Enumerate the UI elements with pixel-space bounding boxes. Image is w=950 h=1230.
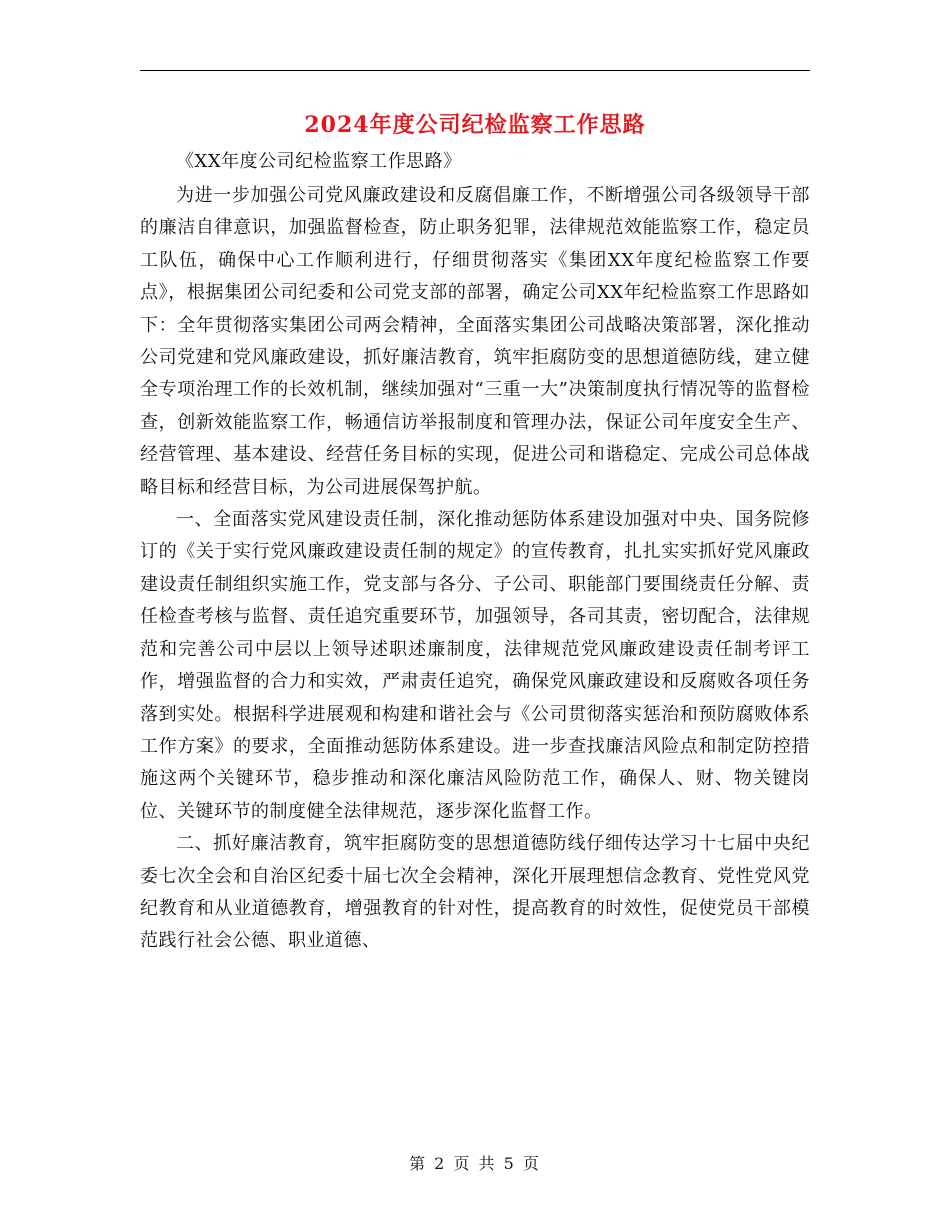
document-subtitle: 《XX年度公司纪检监察工作思路》	[176, 151, 462, 172]
paragraph-section-1: 一、全面落实党风建设责任制，深化推动惩防体系建设加强对中央、国务院修订的《关于实行党风廉政建设责任制的规定》的宣传教育，扎扎实实抓好党风廉政建设责任制组织实施工作，党支部与各分、子公司、职能部门要围绕责任分解、责任检查考核与监督、责任追究重要环节，加强领导，各司其责，密切配合，法律规范和完善公司中层以上领导述职述廉制度，法律规范党风廉政建设责任制考评工作，增强监督的合力和实效，严肃责任追究，确保党风廉政建设和反腐败各项任务落到实处。根据科学进展观和构建和谐社会与《公司贯彻落实惩治和预防腐败体系工作方案》的要求，全面推动惩防体系建设。进一步查找廉洁风险点和制定防控措施这两个关键环节，稳步推动和深化廉洁风险防范工作，确保人、财、物关键岗位、关键环节的制度健全法律规范，逐步深化监督工作。	[140, 509, 810, 822]
header-rule	[140, 70, 810, 71]
document-title: 2024年度公司纪检监察工作思路	[304, 112, 646, 138]
document-body	[140, 180, 810, 958]
paragraph-section-2: 二、抓好廉洁教育，筑牢拒腐防变的思想道德防线仔细传达学习十七届中央纪委七次全会和自治区纪委十届七次全会精神，深化开展理想信念教育、党性党风党纪教育和从业道德教育，增强教育的针对性，提高教育的时效性，促使党员干部模范践行社会公德、职业道德、	[140, 833, 810, 952]
page-number-footer: 第 2 页 共 5 页	[409, 1154, 541, 1173]
paragraph-intro: 为进一步加强公司党风廉政建设和反腐倡廉工作，不断增强公司各级领导干部的廉洁自律意识，加强监督检查，防止职务犯罪，法律规范效能监察工作，稳定员工队伍，确保中心工作顺利进行，仔细贯彻落实《集团XX年度纪检监察工作要点》，根据集团公司纪委和公司党支部的部署，确定公司XX年纪检监察工作思路如下：全年贯彻落实集团公司两会精神，全面落实集团公司战略决策部署，深化推动公司党建和党风廉政建设，抓好廉洁教育，筑牢拒腐防变的思想道德防线，建立健全专项治理工作的长效机制，继续加强对“三重一大”决策制度执行情况等的监督检查，创新效能监察工作，畅通信访举报制度和管理办法，保证公司年度安全生产、经营管理、基本建设、经营任务目标的实现，促进公司和谐稳定、完成公司总体战略目标和经营目标，为公司进展保驾护航。	[140, 185, 810, 498]
